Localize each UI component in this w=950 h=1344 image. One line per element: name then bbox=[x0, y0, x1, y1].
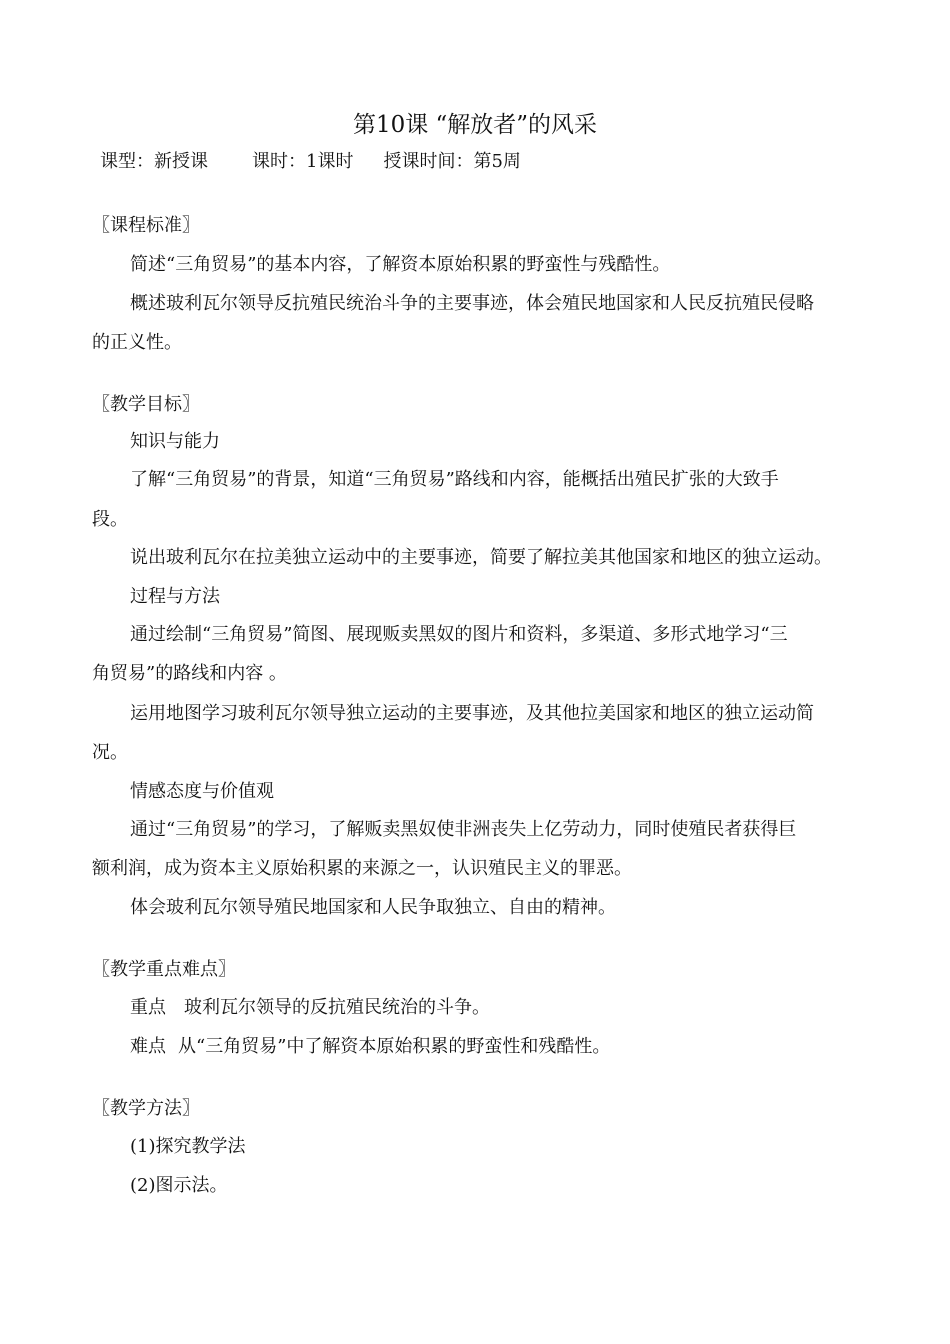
lesson-title: 第10课 “解放者”的风采 bbox=[352, 112, 598, 138]
paragraph: 运用地图学习玻利瓦尔领导独立运动的主要事迹，及其他拉美国家和地区的独立运动简 bbox=[130, 703, 814, 724]
method-item: (2)图示法。 bbox=[130, 1175, 228, 1196]
paragraph: 体会玻利瓦尔领导殖民地国家和人民争取独立、自由的精神。 bbox=[130, 897, 616, 918]
subheading: 过程与方法 bbox=[130, 586, 220, 607]
lesson-type: 课型：新授课 bbox=[100, 151, 208, 172]
key-point-label: 重点 bbox=[130, 997, 166, 1018]
method-item: (1)探究教学法 bbox=[130, 1136, 246, 1157]
paragraph: 概述玻利瓦尔领导反抗殖民统治斗争的主要事迹，体会殖民地国家和人民反抗殖民侵略 bbox=[130, 293, 814, 314]
paragraph-continuation: 角贸易”的路线和内容 。 bbox=[92, 663, 287, 684]
paragraph-continuation: 段。 bbox=[92, 509, 128, 530]
key-point-text: 玻利瓦尔领导的反抗殖民统治的斗争。 bbox=[184, 997, 490, 1018]
section-heading-methods: 〖教学方法〗 bbox=[92, 1098, 200, 1119]
paragraph: 通过绘制“三角贸易”简图、展现贩卖黑奴的图片和资料，多渠道、多形式地学习“三 bbox=[130, 624, 788, 645]
subheading: 情感态度与价值观 bbox=[130, 781, 274, 802]
difficult-point bbox=[130, 1035, 610, 1059]
subheading: 知识与能力 bbox=[130, 431, 220, 452]
lesson-meta bbox=[100, 150, 521, 174]
paragraph-continuation: 额利润，成为资本主义原始积累的来源之一，认识殖民主义的罪恶。 bbox=[92, 858, 632, 879]
key-point bbox=[130, 996, 490, 1020]
lesson-hours: 课时：1课时 bbox=[252, 151, 354, 172]
section-heading-standard: 〖课程标准〗 bbox=[92, 215, 200, 236]
paragraph-continuation: 的正义性。 bbox=[92, 332, 182, 353]
lesson-time: 授课时间：第5周 bbox=[383, 151, 521, 172]
section-heading-goals: 〖教学目标〗 bbox=[92, 394, 200, 415]
paragraph-continuation: 况。 bbox=[92, 742, 128, 763]
paragraph: 通过“三角贸易”的学习，了解贩卖黑奴使非洲丧失上亿劳动力，同时使殖民者获得巨 bbox=[130, 819, 797, 840]
section-heading-keypoints: 〖教学重点难点〗 bbox=[92, 959, 236, 980]
difficult-point-text: 从“三角贸易”中了解资本原始积累的野蛮性和残酷性。 bbox=[178, 1036, 611, 1057]
paragraph: 简述“三角贸易”的基本内容，了解资本原始积累的野蛮性与残酷性。 bbox=[130, 254, 671, 275]
difficult-point-label: 难点 bbox=[130, 1036, 166, 1057]
paragraph: 了解“三角贸易”的背景，知道“三角贸易”路线和内容，能概括出殖民扩张的大致手 bbox=[130, 469, 779, 490]
paragraph: 说出玻利瓦尔在拉美独立运动中的主要事迹，简要了解拉美其他国家和地区的独立运动。 bbox=[130, 547, 832, 568]
